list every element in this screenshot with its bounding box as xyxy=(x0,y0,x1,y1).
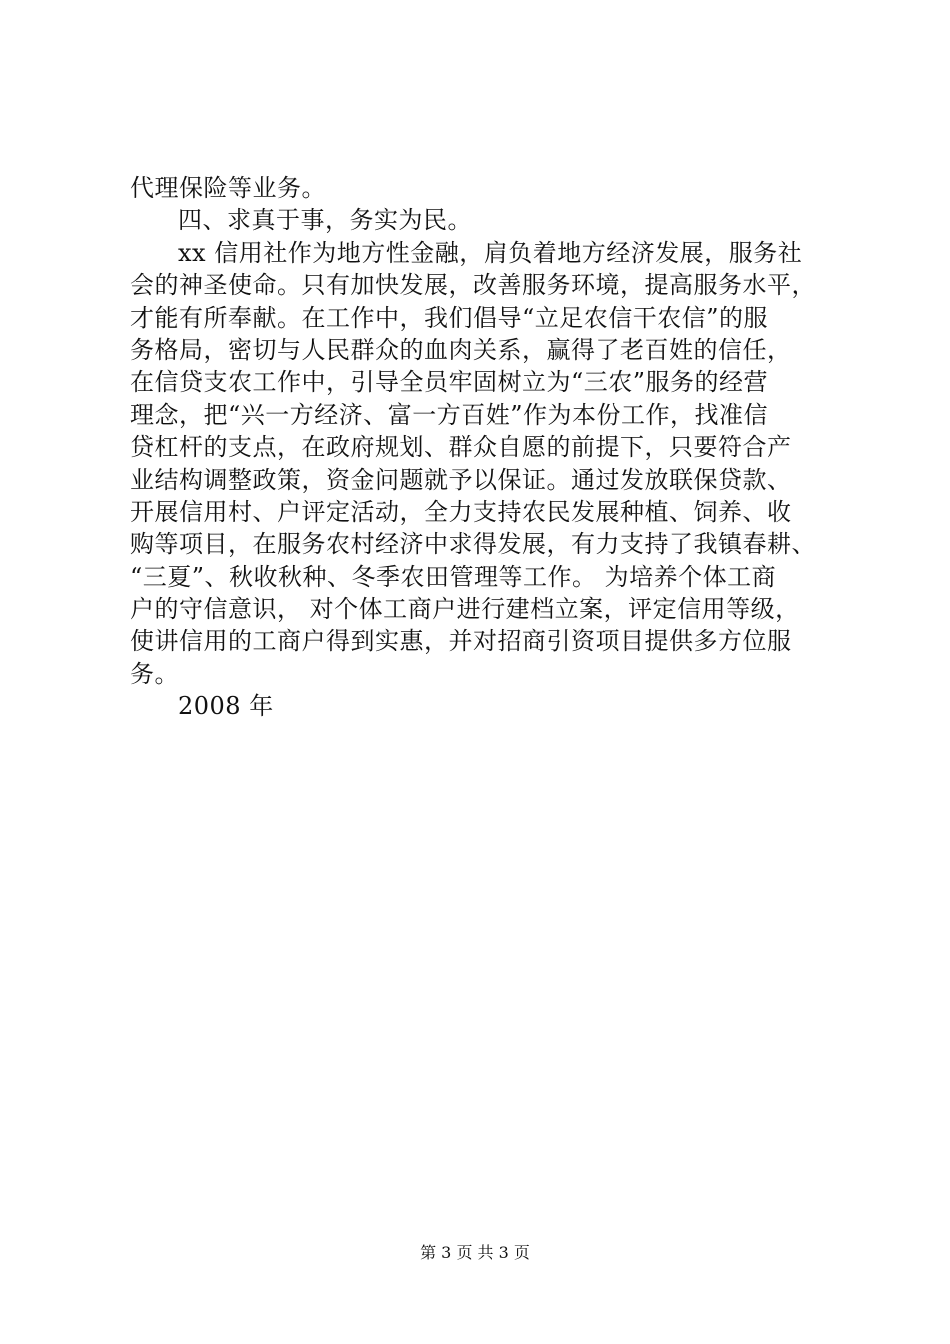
text-line: 户的守信意识， 对个体工商户进行建档立案，评定信用等级， xyxy=(130,595,800,624)
document-body xyxy=(130,172,830,723)
text-line: “三夏”、秋收秋种、冬季农田管理等工作。 为培养个体工商 xyxy=(130,562,777,591)
text-line: 理念，把“兴一方经济、富一方百姓”作为本份工作，找准信 xyxy=(130,400,769,429)
text-line: 在信贷支农工作中，引导全员牢固树立为“三农”服务的经营 xyxy=(130,368,769,397)
page-number-footer: 第 3 页 共 3 页 xyxy=(420,1243,530,1262)
text-line: 开展信用村、户评定活动，全力支持农民发展种植、饲养、收 xyxy=(130,497,792,526)
text-line: 购等项目，在服务农村经济中求得发展，有力支持了我镇春耕、 xyxy=(130,530,816,559)
date-line: 2008 年 xyxy=(178,692,274,721)
text-line: 务格局，密切与人民群众的血肉关系，赢得了老百姓的信任， xyxy=(130,335,792,364)
text-line: 代理保险等业务。 xyxy=(130,174,326,202)
text-line: 才能有所奉献。在工作中，我们倡导“立足农信干农信”的服 xyxy=(130,303,769,332)
section-heading: 四、求真于事，务实为民。 xyxy=(178,206,472,235)
text-line: 务。 xyxy=(130,659,179,688)
text-line: 会的神圣使命。只有加快发展，改善服务环境，提高服务水平， xyxy=(130,271,816,300)
text-line: xx 信用社作为地方性金融，肩负着地方经济发展，服务社 xyxy=(178,238,803,267)
text-line: 使讲信用的工商户得到实惠，并对招商引资项目提供多方位服 xyxy=(130,627,792,656)
text-line: 业结构调整政策，资金问题就予以保证。通过发放联保贷款、 xyxy=(130,465,792,494)
text-line: 贷杠杆的支点，在政府规划、群众自愿的前提下，只要符合产 xyxy=(130,433,792,462)
